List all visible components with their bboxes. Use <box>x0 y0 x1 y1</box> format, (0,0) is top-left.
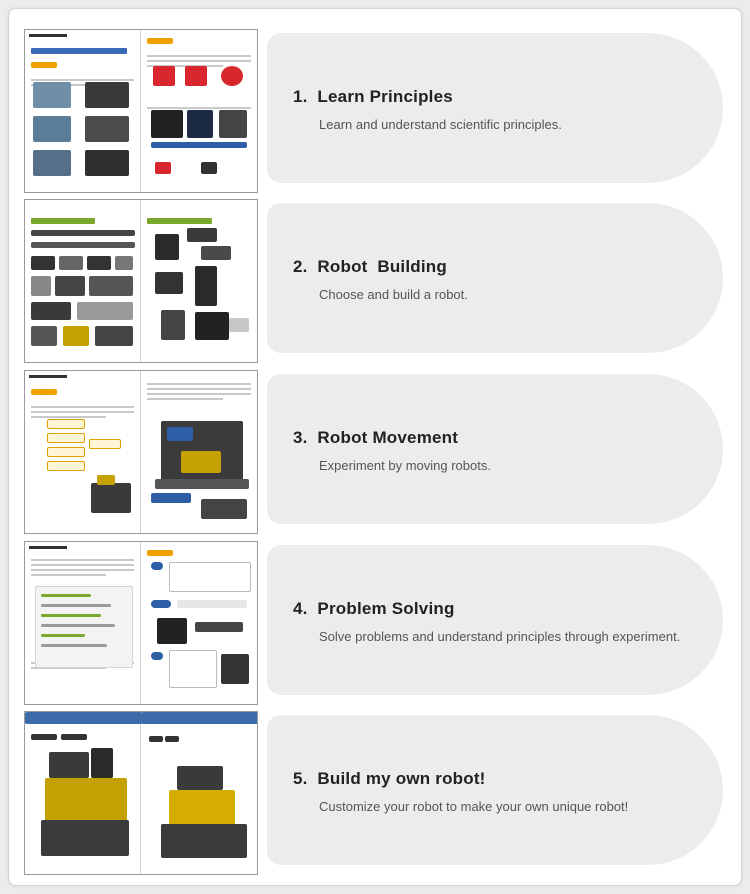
step-description: Choose and build a robot. <box>319 287 468 302</box>
step-heading: 4. Problem Solving <box>293 599 455 618</box>
step-card <box>267 374 723 524</box>
step-heading: 5. Build my own robot! <box>293 769 486 788</box>
step-row-robot-building <box>9 179 741 345</box>
thumbnail-left-page <box>25 542 141 704</box>
thumbnail-left-page <box>25 30 141 192</box>
textbook-thumbnail-problem-solving <box>24 541 258 705</box>
step-description: Experiment by moving robots. <box>319 458 491 473</box>
content-panel <box>8 8 742 886</box>
step-description: Learn and understand scientific principles. <box>319 117 562 132</box>
thumbnail-right-page <box>141 542 257 704</box>
step-row-problem-solving <box>9 521 741 687</box>
step-card <box>267 545 723 695</box>
thumbnail-left-page <box>25 371 141 533</box>
thumbnail-right-page <box>141 371 257 533</box>
thumbnail-left-page <box>25 712 141 874</box>
textbook-thumbnail-robot-movement <box>24 370 258 534</box>
textbook-thumbnail-learn-principles <box>24 29 258 193</box>
step-card <box>267 33 723 183</box>
step-heading: 2. Robot Building <box>293 257 447 276</box>
step-description: Solve problems and understand principles through experiment. <box>319 629 681 644</box>
step-row-build-own-robot <box>9 691 741 857</box>
thumbnail-right-page <box>141 712 257 874</box>
thumbnail-right-page <box>141 30 257 192</box>
step-card <box>267 715 723 865</box>
step-row-robot-movement <box>9 350 741 516</box>
step-description: Customize your robot to make your own unique robot! <box>319 799 629 814</box>
textbook-thumbnail-build-own-robot <box>24 711 258 875</box>
step-heading: 3. Robot Movement <box>293 428 459 447</box>
step-row-learn-principles <box>9 9 741 175</box>
textbook-thumbnail-robot-building <box>24 199 258 363</box>
thumbnail-left-page <box>25 200 141 362</box>
step-heading: 1. Learn Principles <box>293 87 453 106</box>
step-card <box>267 203 723 353</box>
thumbnail-right-page <box>141 200 257 362</box>
